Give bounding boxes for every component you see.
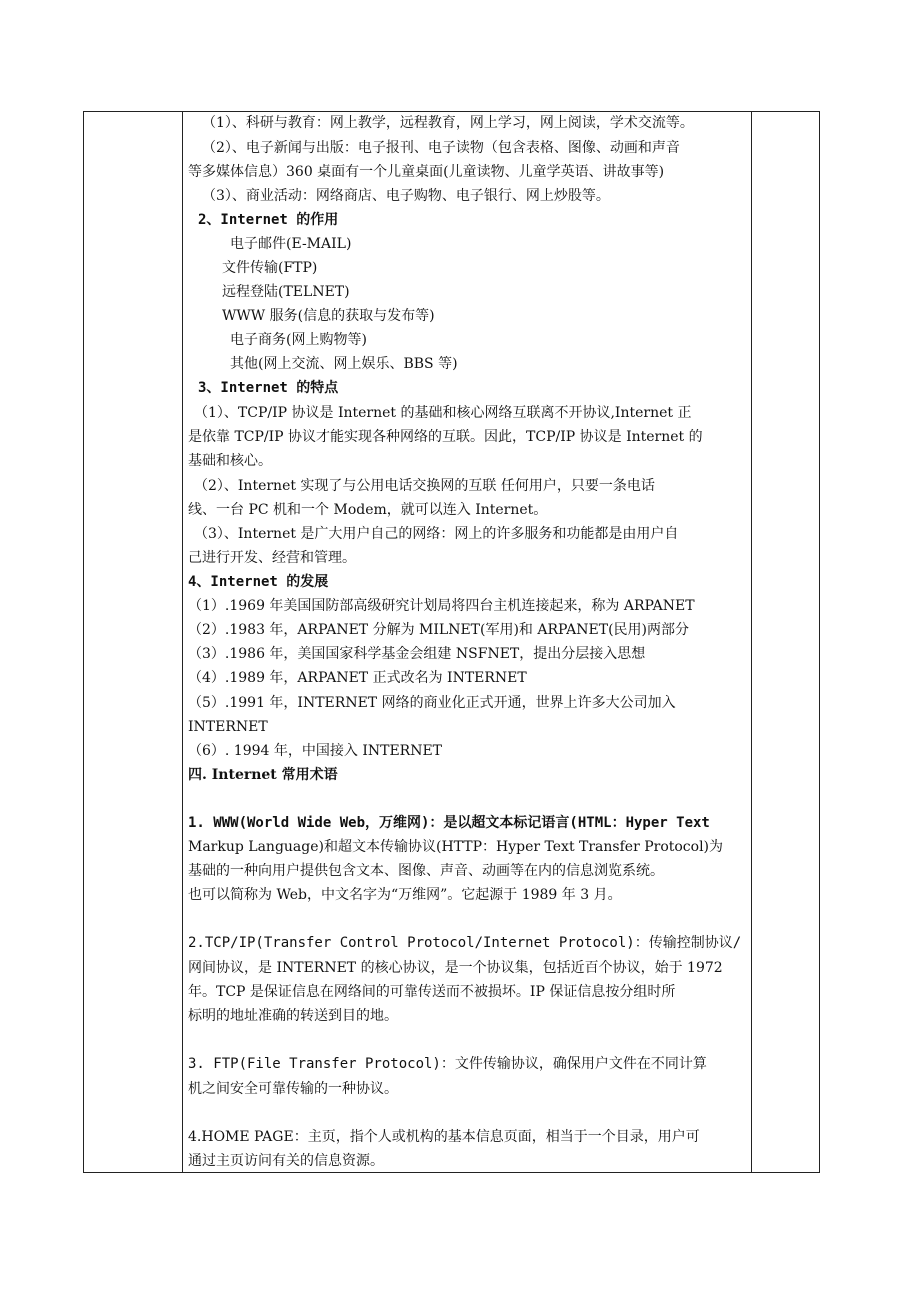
list-item: （4）.1989 年，ARPANET 正式改名为 INTERNET [188,670,527,686]
list-item: （3）.1986 年，美国国家科学基金会组建 NSFNET，提出分层接入思想 [188,646,646,662]
section-heading: 4、Internet 的发展 [188,574,329,590]
term-heading: 3. FTP(File Transfer Protocol)：文件传输协议，确保用户文件在不同计算 [188,1056,707,1072]
term-heading: 4.HOME PAGE：主页，指个人或机构的基本信息页面，相当于一个目录，用户可 [188,1129,700,1145]
paragraph-line: Markup Language)和超文本传输协议(HTTP：Hyper Text Transfer Protocol)为 [188,839,724,855]
column-divider-right [751,112,752,1172]
paragraph-line: （3）、商业活动：网络商店、电子购物、电子银行、网上炒股等。 [202,188,610,204]
column-divider-left [182,112,183,1172]
list-item: 电子商务(网上购物等) [230,332,367,348]
list-item: （2）.1983 年，ARPANET 分解为 MILNET(军用)和 ARPANET(民用)两部分 [188,622,690,638]
section-heading: 2、Internet 的作用 [198,212,339,228]
paragraph-line: （2）、Internet 实现了与公用电话交换网的互联 任何用户，只要一条电话 [194,478,655,494]
paragraph-line: 也可以简称为 Web，中文名字为“万维网”。它起源于 1989 年 3 月。 [188,887,622,903]
term-heading: 1. WWW(World Wide Web，万维网)：是以超文本标记语言(HTML：Hyper Text [188,815,710,831]
list-item: 远程登陆(TELNET) [222,284,350,300]
paragraph-line: 通过主页访问有关的信息资源。 [188,1153,384,1169]
paragraph-line: 基础和核心。 [188,453,272,469]
paragraph-line: 基础的一种向用户提供包含文本、图像、声音、动画等在内的信息浏览系统。 [188,863,664,879]
section-heading: 四. Internet 常用术语 [188,767,338,783]
paragraph-line: 机之间安全可靠传输的一种协议。 [188,1081,398,1097]
paragraph-line: 年。TCP 是保证信息在网络间的可靠传送而不被损坏。IP 保证信息按分组时所 [188,984,676,1000]
list-item: INTERNET [188,719,268,735]
list-item: WWW 服务(信息的获取与发布等) [222,308,435,324]
paragraph-line: 己进行开发、经营和管理。 [188,550,356,566]
list-item: 电子邮件(E-MAIL) [230,236,352,252]
term-heading: 2.TCP/IP(Transfer Control Protocol/Internet Protocol)：传输控制协议/ [188,935,742,951]
paragraph-line: 网间协议，是 INTERNET 的核心协议，是一个协议集，包括近百个协议，始于 1972 [188,960,723,976]
paragraph-line: 等多媒体信息）360 桌面有一个儿童桌面(儿童读物、儿童学英语、讲故事等) [188,164,665,180]
paragraph-line: （1）、TCP/IP 协议是 Internet 的基础和核心网络互联离不开协议,Internet 正 [194,405,692,421]
paragraph-line: （2）、电子新闻与出版：电子报刊、电子读物（包含表格、图像、动画和声音 [202,140,680,156]
paragraph-line: 线、一台 PC 机和一个 Modem，就可以连入 Internet。 [188,502,548,518]
list-item: 其他(网上交流、网上娱乐、BBS 等) [230,356,458,372]
list-item: （5）.1991 年，INTERNET 网络的商业化正式开通，世界上许多大公司加入 [188,695,676,711]
paragraph-line: 是依靠 TCP/IP 协议才能实现各种网络的互联。因此，TCP/IP 协议是 Internet 的 [188,429,703,445]
list-item: 文件传输(FTP) [222,260,318,276]
paragraph-line: （1）、科研与教育：网上教学，远程教育，网上学习，网上阅读，学术交流等。 [202,115,694,131]
list-item: （6）. 1994 年，中国接入 INTERNET [188,743,443,759]
section-heading: 3、Internet 的特点 [198,380,339,396]
paragraph-line: 标明的地址准确的转送到目的地。 [188,1008,398,1024]
list-item: （1）.1969 年美国国防部高级研究计划局将四台主机连接起来，称为 ARPANET [188,598,695,614]
paragraph-line: （3）、Internet 是广大用户自己的网络：网上的许多服务和功能都是由用户自 [194,526,679,542]
